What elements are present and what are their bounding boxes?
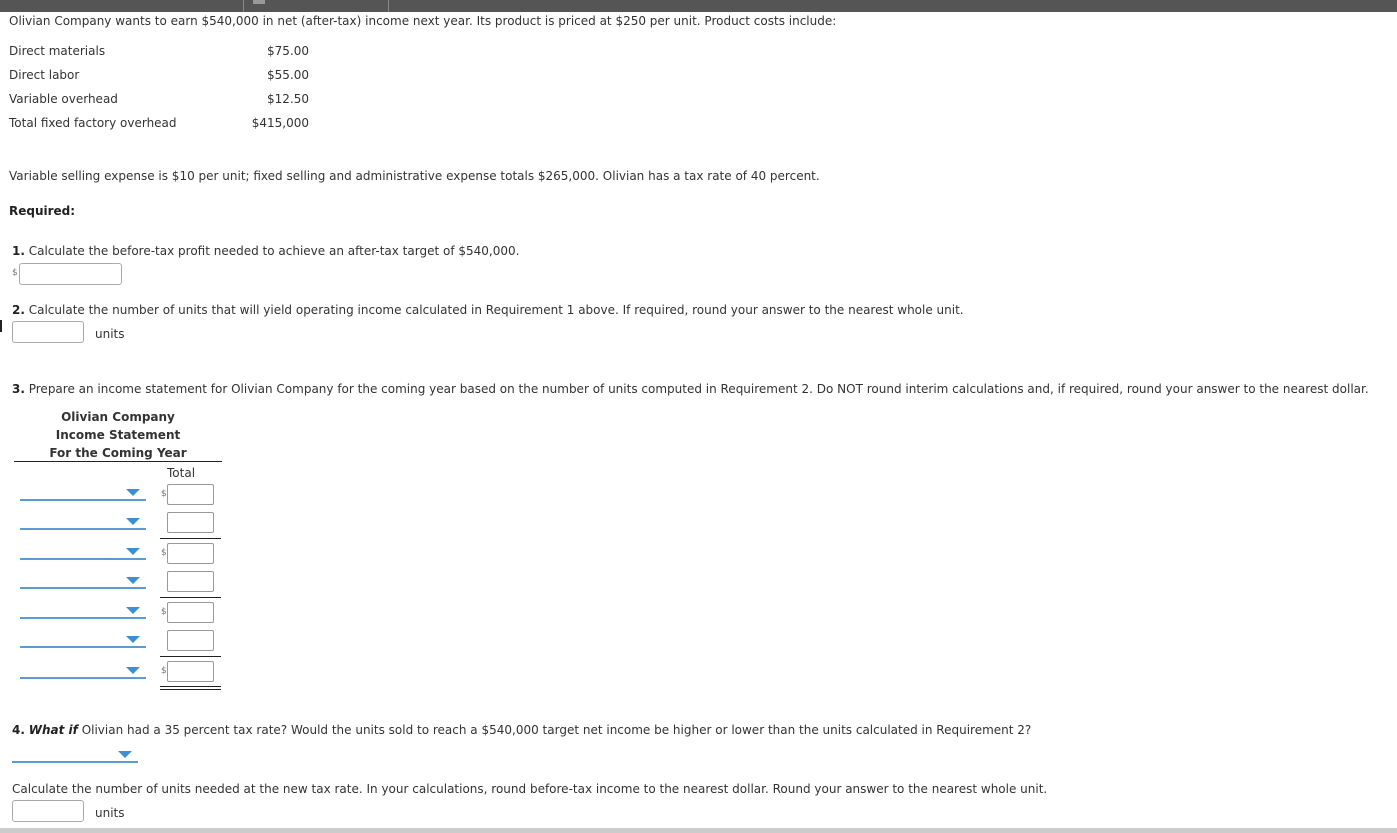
units-input[interactable] [12, 321, 84, 343]
cost-value: $75.00 [267, 44, 309, 58]
amount-input[interactable] [167, 543, 214, 564]
column-header-total: Total [167, 466, 196, 480]
toolbar-divider [243, 0, 244, 12]
higher-lower-dropdown[interactable] [12, 749, 138, 763]
question-number: 1. [12, 244, 25, 258]
units-label: units [95, 327, 125, 341]
toolbar-handle-icon[interactable] [253, 0, 265, 4]
dollar-sign: $ [161, 666, 167, 676]
question-number: 4. [12, 723, 25, 737]
line-item-dropdown[interactable] [20, 546, 146, 560]
chevron-down-icon [126, 607, 140, 614]
chevron-down-icon [126, 636, 140, 643]
statement-company: Olivian Company [61, 410, 175, 424]
what-if-label: What if [28, 723, 78, 737]
focus-marker [0, 320, 2, 332]
cost-label: Direct labor [9, 68, 80, 82]
chevron-down-icon [126, 489, 140, 496]
chevron-down-icon [126, 518, 140, 525]
question-text: Calculate the before-tax profit needed to achieve an after-tax target of $540,000. [24, 244, 520, 258]
chevron-down-icon [126, 667, 140, 674]
amount-input[interactable] [167, 661, 214, 682]
subtotal-rule [160, 538, 221, 539]
question-text: Calculate the number of units that will yield operating income calculated in Requirement 1 above. If required, round your answer to the nearest whole unit. [24, 303, 964, 317]
cost-label: Total fixed factory overhead [9, 116, 177, 130]
bottom-scrollbar[interactable] [0, 828, 1397, 833]
header-rule [14, 461, 222, 462]
question-text: Olivian had a 35 percent tax rate? Would the units sold to reach a $540,000 target net income be higher or lower than the units calculated in Requirement 2? [77, 723, 1032, 737]
amount-input[interactable] [167, 630, 214, 651]
statement-period: For the Coming Year [49, 446, 187, 460]
top-toolbar [0, 0, 1397, 12]
total-double-rule [160, 686, 221, 687]
cost-value: $55.00 [267, 68, 309, 82]
cost-label: Direct materials [9, 44, 106, 58]
question-1 [12, 244, 519, 258]
amount-input[interactable] [167, 484, 214, 505]
question-2 [12, 303, 964, 317]
total-double-rule [160, 689, 221, 690]
chevron-down-icon [126, 577, 140, 584]
units-label: units [95, 806, 125, 820]
dollar-sign: $ [161, 607, 167, 617]
dollar-sign: $ [161, 489, 167, 499]
subtotal-rule [160, 656, 221, 657]
line-item-dropdown[interactable] [20, 516, 146, 530]
line-item-dropdown[interactable] [20, 487, 146, 501]
required-heading: Required: [9, 204, 76, 218]
dollar-sign: $ [12, 268, 18, 278]
selling-expense-text: Variable selling expense is $10 per unit; fixed selling and administrative expense totals $265,000. Olivian has a tax rate of 40 percent. [9, 169, 820, 183]
question-number: 2. [12, 303, 25, 317]
statement-title: Income Statement [55, 428, 181, 442]
question-number: 3. [12, 382, 25, 396]
amount-input[interactable] [167, 512, 214, 533]
line-item-dropdown[interactable] [20, 605, 146, 619]
subtotal-rule [160, 597, 221, 598]
cost-value: $12.50 [267, 92, 309, 106]
question-text: Prepare an income statement for Olivian Company for the coming year based on the number of units computed in Requirement 2. Do NOT round interim calculations and, if required, round your answer to the nearest dollar. [24, 382, 1369, 396]
line-item-dropdown[interactable] [20, 634, 146, 648]
intro-text: Olivian Company wants to earn $540,000 in net (after-tax) income next year. Its product is priced at $250 per unit. Product costs include: [9, 14, 837, 28]
chevron-down-icon [118, 751, 132, 758]
amount-input[interactable] [167, 571, 214, 592]
chevron-down-icon [126, 548, 140, 555]
line-item-dropdown[interactable] [20, 665, 146, 679]
toolbar-divider [388, 0, 389, 12]
cost-value: $415,000 [251, 116, 309, 130]
question-4 [12, 723, 1031, 737]
question-3 [12, 382, 1369, 396]
units-new-tax-input[interactable] [12, 800, 84, 822]
cost-label: Variable overhead [9, 92, 118, 106]
before-tax-profit-input[interactable] [19, 263, 122, 285]
dollar-sign: $ [161, 548, 167, 558]
amount-input[interactable] [167, 602, 214, 623]
line-item-dropdown[interactable] [20, 575, 146, 589]
question-4b-text: Calculate the number of units needed at the new tax rate. In your calculations, round before-tax income to the nearest dollar. Round your answer to the nearest whole unit. [12, 782, 1048, 796]
